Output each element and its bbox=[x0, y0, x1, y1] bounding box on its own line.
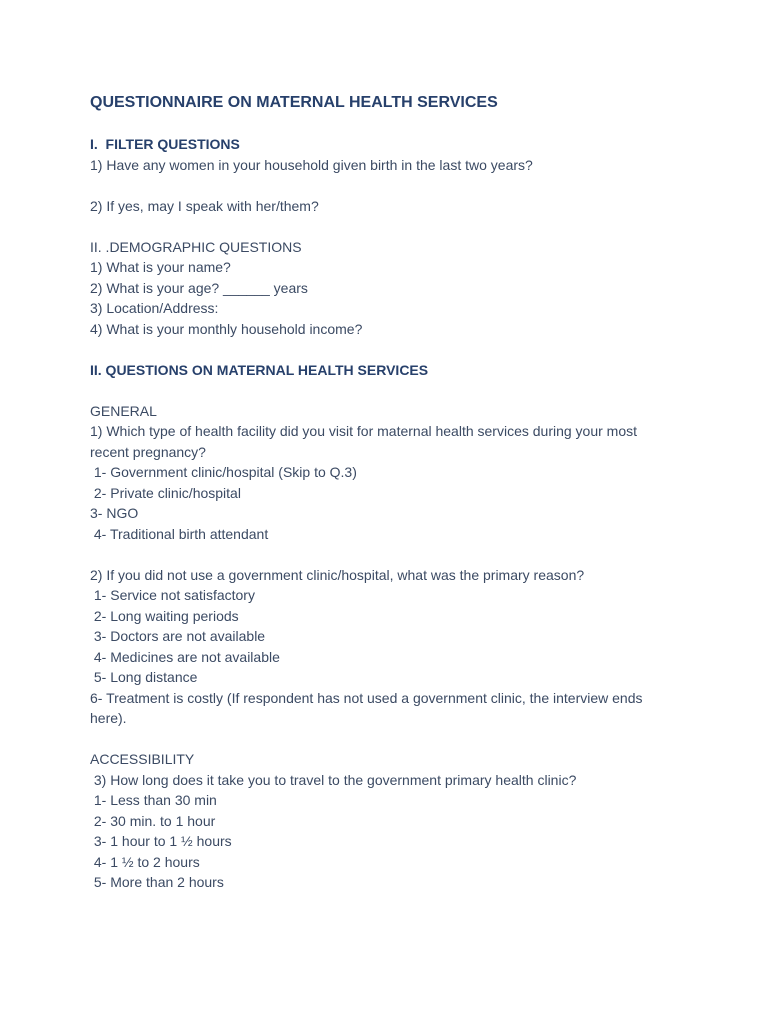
document-title: QUESTIONNAIRE ON MATERNAL HEALTH SERVICES bbox=[90, 94, 498, 111]
spacer bbox=[90, 339, 690, 360]
demographic-question-3: 3) Location/Address: bbox=[90, 300, 219, 316]
accessibility-q3-option: 3- 1 hour to 1 ½ hours bbox=[90, 833, 232, 849]
general-heading: GENERAL bbox=[90, 402, 157, 419]
spacer bbox=[90, 380, 690, 401]
accessibility-question-3: 3) How long does it take you to travel to the government primary health clinic? bbox=[90, 771, 577, 788]
spacer bbox=[90, 544, 690, 565]
general-q2-option: 1- Service not satisfactory bbox=[90, 587, 255, 603]
general-q1-option: 2- Private clinic/hospital bbox=[90, 484, 241, 501]
accessibility-q3-option: 4- 1 ½ to 2 hours bbox=[90, 853, 200, 870]
general-question-2: 2) If you did not use a government clinic/hospital, what was the primary reason? bbox=[90, 566, 585, 583]
demographic-question-2: 2) What is your age? ______ years bbox=[90, 279, 308, 296]
general-q1-option: 3- NGO bbox=[90, 505, 139, 521]
general-question-1: 1) Which type of health facility did you visit for maternal health services during your most recent pregnancy? bbox=[90, 423, 638, 460]
general-q2-option: 2- Long waiting periods bbox=[90, 607, 239, 624]
general-q2-option: 5- Long distance bbox=[90, 669, 198, 685]
general-q1-option: 1- Government clinic/hospital (Skip to Q.3) bbox=[90, 464, 357, 480]
demographic-question-4: 4) What is your monthly household income? bbox=[90, 320, 363, 337]
accessibility-q3-option: 2- 30 min. to 1 hour bbox=[90, 812, 216, 829]
demographic-question-1: 1) What is your name? bbox=[90, 259, 231, 275]
general-q1-option: 4- Traditional birth attendant bbox=[90, 525, 269, 542]
maternal-health-heading: II. QUESTIONS ON MATERNAL HEALTH SERVICES bbox=[90, 361, 429, 378]
accessibility-q3-option: 1- Less than 30 min bbox=[90, 792, 217, 808]
spacer bbox=[90, 175, 690, 196]
spacer bbox=[90, 216, 690, 237]
filter-question-2: 2) If yes, may I speak with her/them? bbox=[90, 197, 319, 214]
general-q2-option: 3- Doctors are not available bbox=[90, 628, 266, 644]
demographic-questions-heading: II. .DEMOGRAPHIC QUESTIONS bbox=[90, 238, 302, 255]
accessibility-q3-option: 5- More than 2 hours bbox=[90, 874, 224, 890]
accessibility-heading: ACCESSIBILITY bbox=[90, 751, 195, 767]
general-q2-option: 4- Medicines are not available bbox=[90, 648, 280, 665]
general-q2-option: 6- Treatment is costly (If respondent has not used a government clinic, the interview ends here). bbox=[90, 689, 643, 726]
questionnaire-document bbox=[90, 92, 690, 893]
filter-question-1: 1) Have any women in your household given birth in the last two years? bbox=[90, 156, 533, 173]
spacer bbox=[90, 729, 690, 750]
filter-questions-heading: I. FILTER QUESTIONS bbox=[90, 136, 240, 152]
